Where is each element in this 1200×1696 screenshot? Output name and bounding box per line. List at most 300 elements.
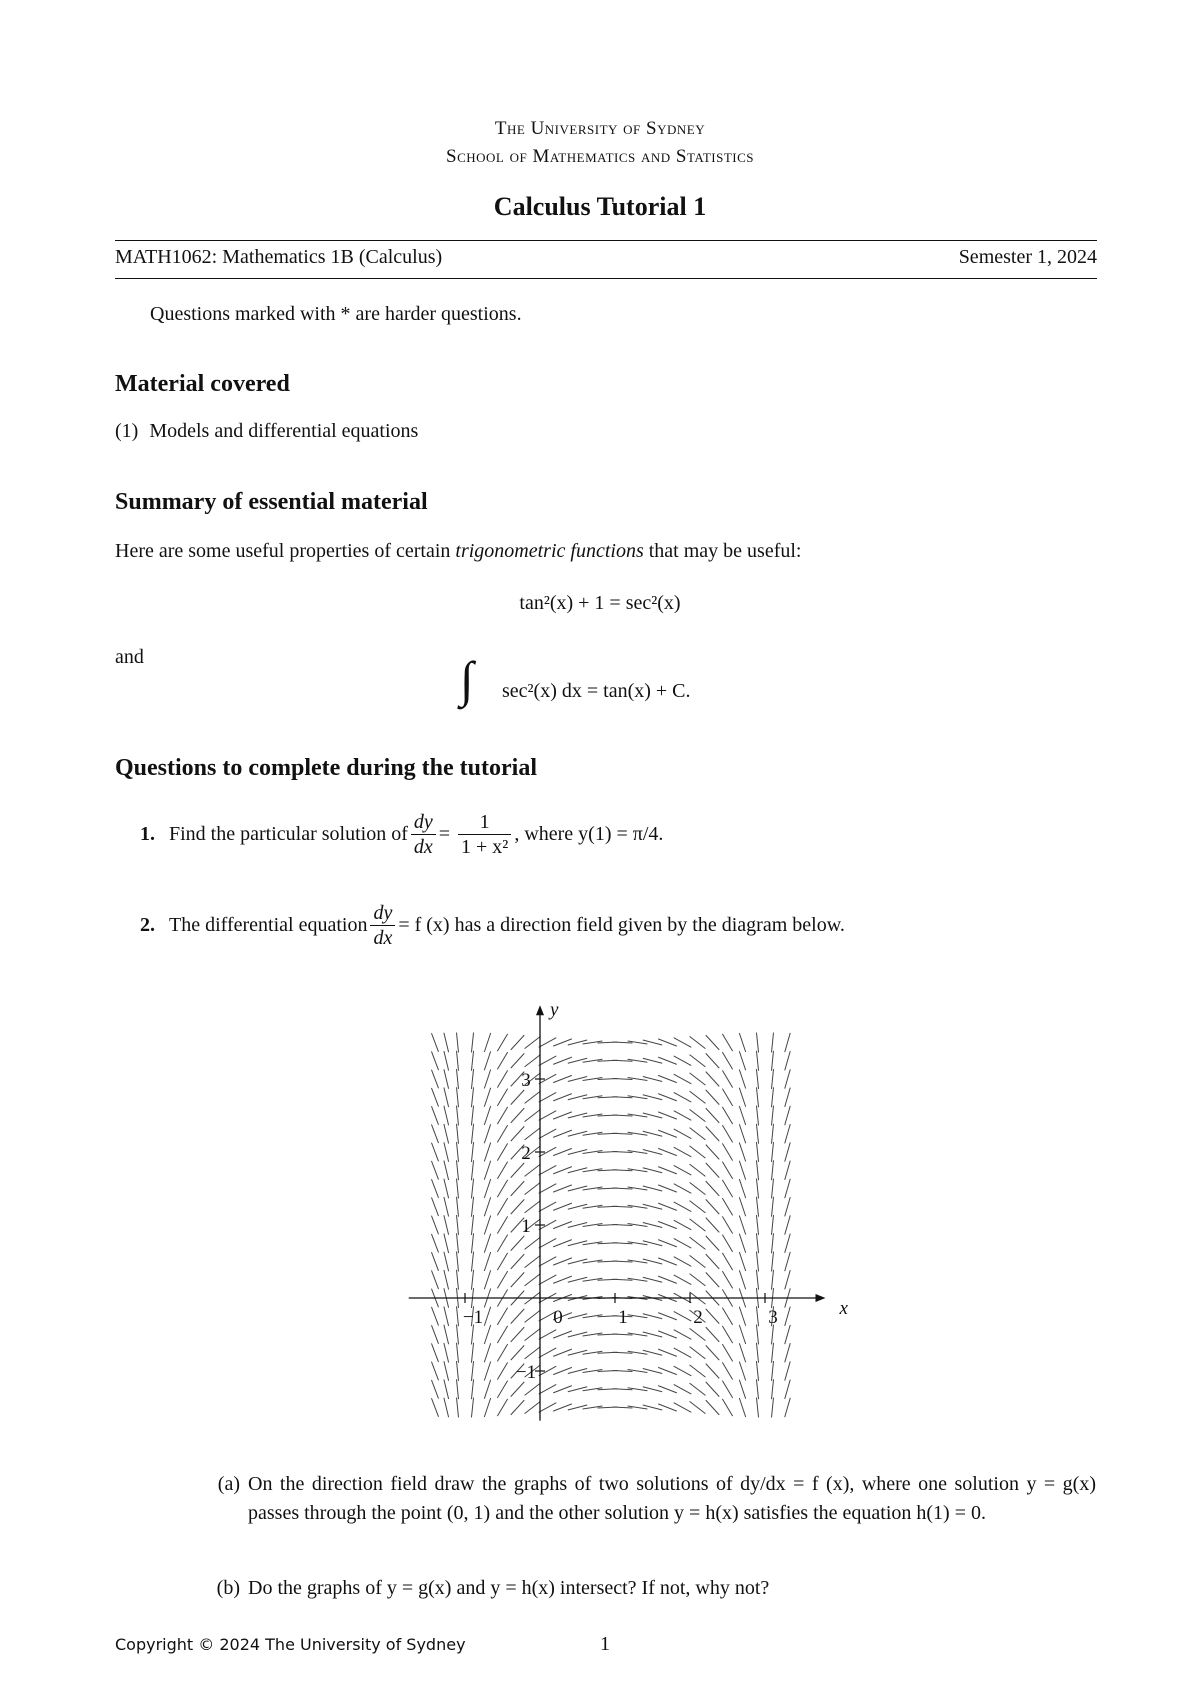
slope-segment	[484, 1234, 490, 1253]
slope-segment	[643, 1113, 662, 1118]
slope-segment	[525, 1274, 541, 1286]
slope-segment	[772, 1361, 774, 1381]
slope-segment	[785, 1088, 791, 1107]
slope-segment	[497, 1253, 507, 1270]
slope-segment	[525, 1401, 541, 1413]
slope-segment	[706, 1382, 719, 1397]
slope-segment	[690, 1182, 706, 1194]
slope-segment	[484, 1307, 490, 1326]
slope-segment	[484, 1398, 490, 1417]
slope-segment	[457, 1270, 459, 1290]
slope-segment	[690, 1365, 706, 1377]
slope-segment	[772, 1033, 774, 1053]
slope-segment	[457, 1306, 459, 1326]
slope-segment	[568, 1277, 587, 1282]
slope-segment	[739, 1343, 745, 1362]
q2-derivative-numerator: dy	[370, 901, 395, 926]
slope-segment	[457, 1051, 459, 1071]
slope-segment	[690, 1055, 706, 1067]
slope-segment	[613, 1389, 633, 1390]
slope-segment	[706, 1090, 719, 1105]
slope-segment	[613, 1133, 633, 1134]
slope-segment	[497, 1125, 507, 1142]
slope-segment	[444, 1142, 449, 1161]
slope-segment	[497, 1326, 507, 1343]
slope-segment	[497, 1362, 507, 1379]
question-1-condition: , where y(1) = π/4.	[514, 822, 664, 845]
slope-segment	[568, 1368, 587, 1373]
slope-segment	[690, 1073, 706, 1085]
integral-equation-text: sec²(x) dx = tan(x) + C.	[502, 680, 691, 702]
slope-segment	[511, 1236, 524, 1251]
slope-segment	[739, 1161, 745, 1180]
slope-segment	[444, 1088, 449, 1107]
slope-segment	[431, 1325, 438, 1344]
slope-segment	[643, 1204, 662, 1209]
slope-segment	[772, 1160, 774, 1180]
slope-segment	[739, 1307, 745, 1326]
slope-segment	[444, 1252, 449, 1271]
slope-segment	[756, 1179, 758, 1199]
part-b-text: Do the graphs of y = g(x) and y = h(x) intersect? If not, why not?	[248, 1577, 770, 1599]
slope-segment	[643, 1095, 662, 1100]
document-title: Calculus Tutorial 1	[493, 192, 707, 221]
slope-segment	[739, 1398, 745, 1417]
slope-segment	[525, 1237, 541, 1249]
slope-segment	[739, 1088, 745, 1107]
slope-segment	[484, 1343, 490, 1362]
slope-segment	[568, 1186, 587, 1191]
slope-segment	[444, 1124, 449, 1143]
slope-segment	[785, 1106, 791, 1125]
copyright: Copyright © 2024 The University of Sydney	[115, 1635, 466, 1654]
slope-segment	[706, 1309, 719, 1324]
slope-segment	[568, 1222, 587, 1227]
slope-segment	[772, 1215, 774, 1235]
slope-segment	[756, 1087, 758, 1107]
slope-segment	[568, 1040, 587, 1045]
slope-segment	[706, 1199, 719, 1214]
slope-segment	[471, 1069, 473, 1089]
y-axis-label: y	[550, 999, 559, 1021]
question-1-text: Find the particular solution of	[169, 822, 408, 845]
slope-segment	[484, 1252, 490, 1271]
slope-segment	[722, 1070, 732, 1087]
slope-segment	[568, 1076, 587, 1081]
slope-segment	[613, 1261, 633, 1262]
slope-segment	[484, 1380, 490, 1399]
slope-segment	[756, 1160, 758, 1180]
slope-segment	[772, 1142, 774, 1162]
slope-segment	[484, 1216, 490, 1235]
y-tick-label: 1	[521, 1216, 531, 1237]
slope-segment	[613, 1407, 633, 1408]
slope-segment	[471, 1343, 473, 1363]
slope-segment	[497, 1216, 507, 1233]
university-name: The University of Sydney	[494, 118, 706, 139]
slope-segment	[739, 1325, 745, 1344]
slope-segment	[568, 1113, 587, 1118]
x-tick-label: 3	[768, 1307, 778, 1328]
slope-segment	[722, 1308, 732, 1325]
slope-segment	[484, 1106, 490, 1125]
slope-segment	[785, 1252, 791, 1271]
slope-segment	[444, 1161, 449, 1180]
slope-segment	[444, 1033, 449, 1052]
slope-segment	[444, 1215, 449, 1234]
slope-segment	[756, 1197, 758, 1217]
header-rule-top	[115, 240, 1097, 241]
slope-segment	[497, 1271, 507, 1288]
and-word: and	[115, 646, 144, 668]
slope-segment	[484, 1033, 490, 1052]
slope-segment	[525, 1201, 541, 1213]
part-b-label: (b)	[216, 1577, 240, 1599]
rhs-denominator: 1 + x²	[461, 835, 509, 858]
material-item-number: (1)	[115, 420, 139, 442]
slope-segment	[706, 1236, 719, 1251]
slope-segment	[690, 1128, 706, 1140]
slope-segment	[690, 1164, 706, 1176]
slope-segment	[431, 1051, 438, 1070]
slope-segment	[471, 1033, 473, 1053]
slope-segment	[722, 1362, 732, 1379]
slope-segment	[471, 1233, 473, 1253]
slope-segment	[643, 1387, 662, 1392]
slope-segment	[568, 1314, 587, 1319]
slope-segment	[568, 1131, 587, 1136]
slope-segment	[690, 1383, 706, 1395]
slope-segment	[739, 1070, 745, 1089]
part-a-text: On the direction field draw the graphs of two solutions of dy/dx = f (x), where one solution y = g(x) passes through the point (0, 1) and the other solution y = h(x) satisfies the equation h(1) = 0.	[248, 1473, 1096, 1524]
slope-segment	[706, 1163, 719, 1178]
slope-segment	[643, 1222, 662, 1227]
x-tick-label: −1	[462, 1307, 484, 1328]
slope-segment	[497, 1034, 507, 1051]
slope-segment	[690, 1255, 706, 1267]
slope-segment	[471, 1160, 473, 1180]
slope-segment	[457, 1069, 459, 1089]
slope-segment	[431, 1380, 438, 1399]
slope-segment	[706, 1181, 719, 1196]
slope-segment	[643, 1186, 662, 1191]
slope-segment	[772, 1124, 774, 1144]
slope-segment	[706, 1218, 719, 1233]
y-tick-label: −1	[515, 1362, 537, 1383]
slope-segment	[643, 1149, 662, 1154]
derivative-denominator: dx	[413, 835, 433, 858]
slope-segment	[568, 1095, 587, 1100]
slope-segment	[484, 1143, 490, 1162]
slope-segment	[613, 1152, 633, 1153]
slope-segment	[457, 1142, 459, 1162]
material-heading: Material covered	[115, 371, 290, 397]
slope-segment	[525, 1036, 541, 1048]
slope-segment	[756, 1325, 758, 1345]
slope-segment	[722, 1052, 732, 1069]
slope-segment	[706, 1400, 719, 1415]
slope-segment	[706, 1327, 719, 1342]
slope-segment	[568, 1350, 587, 1355]
slope-segment	[785, 1197, 791, 1216]
slope-segment	[568, 1058, 587, 1063]
slope-segment	[497, 1143, 507, 1160]
slope-segment	[756, 1233, 758, 1253]
slope-segment	[690, 1109, 706, 1121]
slope-segment	[525, 1164, 541, 1176]
slope-segment	[457, 1124, 459, 1144]
slope-segment	[471, 1379, 473, 1399]
question-1-equals: =	[438, 822, 451, 845]
slope-segment	[431, 1143, 438, 1162]
slope-segment	[511, 1163, 524, 1178]
slope-segment	[444, 1325, 449, 1344]
rhs-numerator: 1	[458, 810, 511, 835]
slope-segment	[756, 1215, 758, 1235]
slope-segment	[497, 1235, 507, 1252]
slope-segment	[722, 1271, 732, 1288]
slope-segment	[484, 1124, 490, 1143]
slope-segment	[484, 1161, 490, 1180]
slope-segment	[643, 1405, 662, 1410]
slope-segment	[471, 1270, 473, 1290]
x-tick-label: 2	[693, 1307, 703, 1328]
slope-segment	[497, 1308, 507, 1325]
slope-segment	[739, 1216, 745, 1235]
slope-segment	[739, 1143, 745, 1162]
slope-segment	[785, 1033, 791, 1052]
slope-segment	[613, 1371, 633, 1372]
slope-segment	[643, 1350, 662, 1355]
slope-segment	[756, 1270, 758, 1290]
slope-segment	[613, 1352, 633, 1353]
slope-segment	[722, 1399, 732, 1416]
slope-segment	[511, 1382, 524, 1397]
slope-segment	[431, 1398, 438, 1417]
slope-segment	[756, 1252, 758, 1272]
direction-field-chart	[380, 985, 870, 1430]
slope-segment	[756, 1051, 758, 1071]
slope-segment	[457, 1233, 459, 1253]
slope-segment	[613, 1060, 633, 1061]
slope-segment	[471, 1106, 473, 1126]
slope-segment	[471, 1087, 473, 1107]
slope-segment	[785, 1161, 791, 1180]
slope-segment	[457, 1215, 459, 1235]
slope-segment	[785, 1179, 791, 1198]
slope-segment	[431, 1161, 438, 1180]
slope-segment	[511, 1272, 524, 1287]
slope-segment	[706, 1108, 719, 1123]
slope-segment	[511, 1090, 524, 1105]
slope-segment	[722, 1143, 732, 1160]
slope-segment	[690, 1237, 706, 1249]
derivative-numerator: dy	[411, 810, 436, 835]
question-2-text-end: = f (x) has a direction field given by the diagram below.	[398, 913, 845, 936]
slope-segment	[722, 1235, 732, 1252]
slope-segment	[568, 1241, 587, 1246]
slope-segment	[444, 1343, 449, 1362]
slope-segment	[568, 1168, 587, 1173]
slope-segment	[431, 1106, 438, 1125]
slope-segment	[511, 1400, 524, 1415]
slope-segment	[497, 1162, 507, 1179]
slope-segment	[525, 1347, 541, 1359]
slope-segment	[613, 1079, 633, 1080]
slope-segment	[722, 1326, 732, 1343]
slope-segment	[431, 1070, 438, 1089]
slope-segment	[739, 1124, 745, 1143]
slope-segment	[511, 1035, 524, 1050]
slope-segment	[457, 1106, 459, 1126]
slope-segment	[613, 1042, 633, 1043]
slope-segment	[739, 1380, 745, 1399]
integral-equation	[460, 651, 780, 730]
slope-segment	[706, 1145, 719, 1160]
slope-segment	[444, 1179, 449, 1198]
slope-segment	[739, 1252, 745, 1271]
semester: Semester 1, 2024	[958, 246, 1097, 268]
slope-segment	[497, 1180, 507, 1197]
summary-intro	[115, 540, 801, 563]
slope-segment	[706, 1345, 719, 1360]
slope-segment	[785, 1234, 791, 1253]
slope-segment	[511, 1126, 524, 1141]
slope-segment	[457, 1361, 459, 1381]
slope-segment	[756, 1033, 758, 1053]
slope-segment	[772, 1252, 774, 1272]
slope-segment	[497, 1107, 507, 1124]
slope-segment	[431, 1270, 438, 1289]
slope-segment	[722, 1180, 732, 1197]
slope-segment	[756, 1361, 758, 1381]
slope-segment	[613, 1097, 633, 1098]
slope-segment	[756, 1124, 758, 1144]
slope-segment	[511, 1181, 524, 1196]
slope-segment	[525, 1328, 541, 1340]
y-tick-label: 3	[521, 1070, 531, 1091]
header-rule-bottom	[115, 278, 1097, 279]
slope-segment	[511, 1199, 524, 1214]
harder-questions-note: Questions marked with * are harder questions.	[150, 303, 522, 325]
question-2-derivative	[370, 901, 395, 950]
slope-segment	[497, 1381, 507, 1398]
slope-segment	[785, 1398, 791, 1417]
slope-segment	[444, 1069, 449, 1088]
slope-segment	[484, 1088, 490, 1107]
slope-segment	[431, 1307, 438, 1326]
slope-segment	[471, 1361, 473, 1381]
slope-segment	[457, 1160, 459, 1180]
question-2-number: 2.	[140, 913, 155, 936]
slope-segment	[772, 1343, 774, 1363]
slope-segment	[497, 1070, 507, 1087]
slope-segment	[471, 1215, 473, 1235]
slope-segment	[643, 1368, 662, 1373]
slope-segment	[525, 1255, 541, 1267]
slope-segment	[706, 1072, 719, 1087]
summary-heading: Summary of essential material	[115, 489, 428, 515]
slope-segment	[471, 1124, 473, 1144]
question-1-rhs	[458, 810, 511, 859]
slope-segment	[739, 1033, 745, 1052]
slope-segment	[739, 1179, 745, 1198]
slope-segment	[431, 1197, 438, 1216]
slope-segment	[431, 1362, 438, 1381]
slope-segment	[484, 1051, 490, 1070]
slope-segment	[457, 1325, 459, 1345]
slope-segment	[722, 1381, 732, 1398]
slope-segment	[722, 1034, 732, 1051]
slope-segment	[568, 1405, 587, 1410]
slope-segment	[484, 1197, 490, 1216]
slope-segment	[739, 1051, 745, 1070]
slope-segment	[722, 1253, 732, 1270]
slope-segment	[706, 1053, 719, 1068]
slope-segment	[497, 1089, 507, 1106]
slope-segment	[772, 1398, 774, 1418]
slope-segment	[756, 1142, 758, 1162]
slope-segment	[444, 1197, 449, 1216]
slope-segment	[568, 1149, 587, 1154]
slope-segment	[525, 1091, 541, 1103]
y-tick-label: 2	[521, 1143, 531, 1164]
question-1	[140, 805, 663, 863]
school-name: School of Mathematics and Statistics	[446, 146, 754, 167]
y-axis-arrow	[536, 1005, 544, 1015]
slope-segment	[484, 1362, 490, 1381]
q2-derivative-denominator: dx	[373, 926, 393, 949]
slope-segment	[497, 1052, 507, 1069]
slope-segment	[613, 1225, 633, 1226]
slope-segment	[525, 1383, 541, 1395]
slope-segment	[643, 1277, 662, 1282]
slope-segment	[643, 1259, 662, 1264]
slope-segment	[568, 1204, 587, 1209]
slope-segment	[785, 1142, 791, 1161]
x-axis-label: x	[839, 1298, 848, 1319]
slope-segment	[457, 1398, 459, 1418]
questions-heading: Questions to complete during the tutorial	[115, 755, 537, 781]
slope-segment	[471, 1051, 473, 1071]
slope-segment	[511, 1345, 524, 1360]
slope-segment	[471, 1398, 473, 1418]
slope-segment	[497, 1399, 507, 1416]
slope-segment	[772, 1087, 774, 1107]
slope-segment	[457, 1179, 459, 1199]
slope-segment	[690, 1036, 706, 1048]
slope-segment	[457, 1343, 459, 1363]
slope-segment	[511, 1327, 524, 1342]
slope-segment	[756, 1069, 758, 1089]
slope-segment	[722, 1162, 732, 1179]
slope-segment	[613, 1243, 633, 1244]
slope-segment	[444, 1106, 449, 1125]
summary-intro-emphasis: trigonometric functions	[455, 540, 644, 562]
slope-segment	[756, 1106, 758, 1126]
slope-segment	[690, 1219, 706, 1231]
identity-equation: tan²(x) + 1 = sec²(x)	[519, 592, 681, 614]
x-axis-arrow	[816, 1294, 826, 1302]
slope-segment	[444, 1051, 449, 1070]
slope-segment	[457, 1379, 459, 1399]
slope-segment	[444, 1307, 449, 1326]
slope-segment	[722, 1125, 732, 1142]
slope-segment	[484, 1070, 490, 1089]
slope-segment	[431, 1088, 438, 1107]
slope-segment	[643, 1241, 662, 1246]
integral-sign: ∫	[460, 651, 474, 707]
